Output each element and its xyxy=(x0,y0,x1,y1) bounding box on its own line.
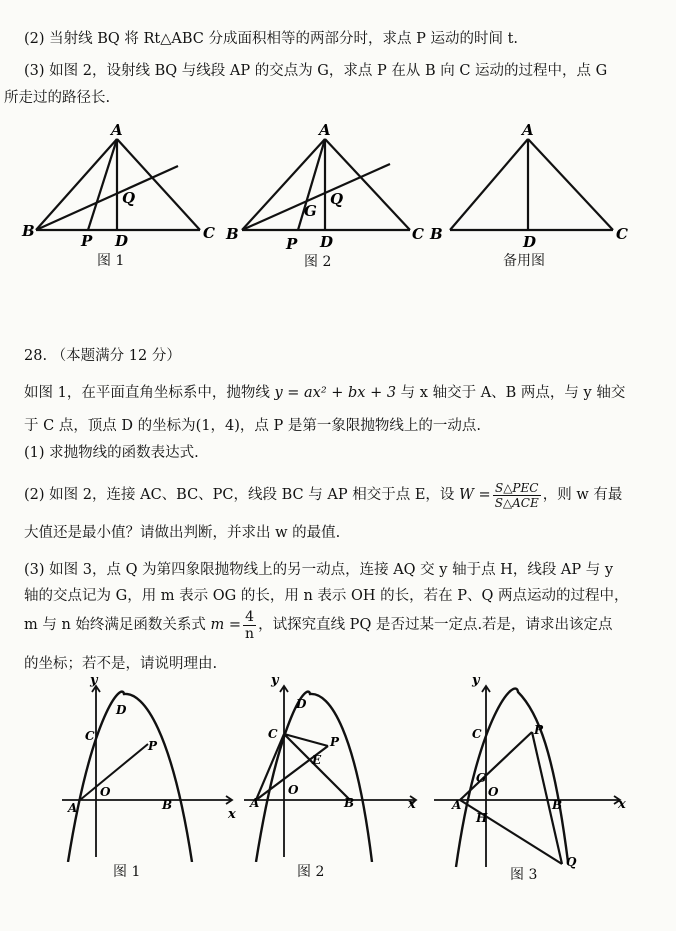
p28-question-3-line2: 轴的交点记为 G，用 m 表示 OG 的长，用 n 表示 OH 的长，若在 P、Q 两点运动的过程中， xyxy=(24,588,629,604)
p27-spare-figure-caption: 备用图 xyxy=(503,253,545,269)
p28-figure-3-caption: 图 3 xyxy=(510,867,538,883)
label-a: A xyxy=(452,798,462,812)
q2-fraction-denominator: S△ACE xyxy=(494,495,539,510)
origin-label: O xyxy=(288,783,299,797)
p27-figure-1-caption: 图 1 xyxy=(97,253,125,269)
label-p: P xyxy=(534,723,544,737)
q2-fraction-numerator: S△PEC xyxy=(493,481,541,496)
q2-fraction xyxy=(493,481,541,510)
label-p: P xyxy=(148,739,158,753)
edge-ba xyxy=(36,139,117,230)
p27-question-3-line1: (3) 如图 2，设射线 BQ 与线段 AP 的交点为 G，求点 P 在从 B 向 C 运动的过程中，点 G xyxy=(24,63,608,79)
x-label: x xyxy=(408,797,416,812)
label-e: E xyxy=(312,753,322,767)
label-c: C xyxy=(85,729,95,743)
label-b: B xyxy=(22,222,35,240)
p27-question-2: (2) 当射线 BQ 将 Rt△ABC 分成面积相等的两部分时，求点 P 运动的时间 t. xyxy=(24,31,519,47)
label-a: A xyxy=(250,796,260,810)
ray-bq xyxy=(242,164,390,230)
q2-text-post: ，则 w 有最 xyxy=(542,487,623,503)
p27-figure-2-caption: 图 2 xyxy=(304,254,332,270)
q2-text-pre: (2) 如图 2，连接 AC、BC、PC，线段 BC 与 AP 相交于点 E，设 xyxy=(24,487,460,503)
origin-label: O xyxy=(100,785,111,799)
q3-fraction-denominator: n xyxy=(245,625,255,642)
label-q: Q xyxy=(566,855,577,869)
parabola-formula: y = ax² + bx + 3 xyxy=(274,385,397,401)
segment-op xyxy=(80,744,148,800)
y-label: y xyxy=(271,673,279,688)
label-h: H xyxy=(476,811,488,825)
edge-ac xyxy=(325,139,410,230)
q2-w-symbol: W = xyxy=(459,487,491,503)
intro-text-post: 与 x 轴交于 A、B 两点，与 y 轴交 xyxy=(396,385,626,401)
label-q: Q xyxy=(330,190,344,208)
p28-figure-1-caption: 图 1 xyxy=(113,864,141,880)
p28-question-2-line2: 大值还是最小值？请做出判断，并求出 w 的最值. xyxy=(24,525,341,541)
q3-text-pre: m 与 n 始终满足函数关系式 xyxy=(24,617,211,633)
label-b: B xyxy=(162,798,173,812)
p28-figure-2-caption: 图 2 xyxy=(297,864,325,880)
label-d: D xyxy=(296,697,307,711)
label-p: P xyxy=(286,235,298,253)
edge-ba xyxy=(450,139,528,230)
p28-question-3-line3 xyxy=(24,605,613,645)
p28-figure-2 xyxy=(240,672,430,862)
label-d: D xyxy=(523,233,537,251)
x-label: x xyxy=(228,807,236,822)
q3-fraction xyxy=(243,609,256,642)
p28-question-1: (1) 求抛物线的函数表达式. xyxy=(24,445,199,461)
label-b: B xyxy=(552,798,563,812)
label-g: G xyxy=(476,771,487,785)
y-label: y xyxy=(472,673,480,688)
label-d: D xyxy=(115,232,129,250)
label-a: A xyxy=(522,121,534,139)
label-c: C xyxy=(616,225,628,243)
p28-question-2-line1 xyxy=(24,478,622,512)
p28-intro-line1 xyxy=(24,383,625,403)
p28-header: 28. （本题满分 12 分） xyxy=(24,348,181,364)
label-b: B xyxy=(430,225,443,243)
label-b: B xyxy=(226,225,239,243)
label-q: Q xyxy=(122,189,136,207)
x-label: x xyxy=(618,797,626,812)
label-d: D xyxy=(320,233,334,251)
label-p: P xyxy=(330,735,340,749)
label-c: C xyxy=(412,225,424,243)
origin-label: O xyxy=(488,785,499,799)
parabola xyxy=(456,689,568,867)
label-d: D xyxy=(116,703,127,717)
q3-m-symbol: m = xyxy=(210,617,242,633)
label-b: B xyxy=(344,796,355,810)
p28-question-3-line1: (3) 如图 3，点 Q 为第四象限抛物线上的另一动点，连接 AQ 交 y 轴于点 H，线段 AP 与 y xyxy=(24,562,614,578)
y-label: y xyxy=(90,673,98,688)
label-a: A xyxy=(68,801,78,815)
p27-question-3-line2: 所走过的路径长. xyxy=(4,90,111,106)
label-p: P xyxy=(81,232,93,250)
edge-ac xyxy=(528,139,613,230)
label-a: A xyxy=(111,121,123,139)
parabola xyxy=(256,692,372,862)
segment-ap xyxy=(88,139,117,230)
intro-text-pre: 如图 1，在平面直角坐标系中，抛物线 xyxy=(24,385,275,401)
p28-figure-3 xyxy=(430,672,640,882)
label-c: C xyxy=(203,224,215,242)
q3-text-post: ，试探究直线 PQ 是否过某一定点.若是，请求出该定点 xyxy=(258,617,613,633)
p28-question-3-line4: 的坐标；若不是，请说明理由. xyxy=(24,656,218,672)
parabola xyxy=(68,692,192,862)
q3-fraction-numerator: 4 xyxy=(243,609,256,626)
segment-aq xyxy=(460,800,562,864)
label-a: A xyxy=(319,121,331,139)
p28-figure-1 xyxy=(52,672,252,862)
p28-intro-line2: 于 C 点，顶点 D 的坐标为(1，4)，点 P 是第一象限抛物线上的一动点. xyxy=(24,418,482,434)
label-c: C xyxy=(268,727,278,741)
label-g: G xyxy=(304,202,317,220)
ray-bq xyxy=(36,166,178,230)
label-c: C xyxy=(472,727,482,741)
edge-ac xyxy=(117,139,200,230)
